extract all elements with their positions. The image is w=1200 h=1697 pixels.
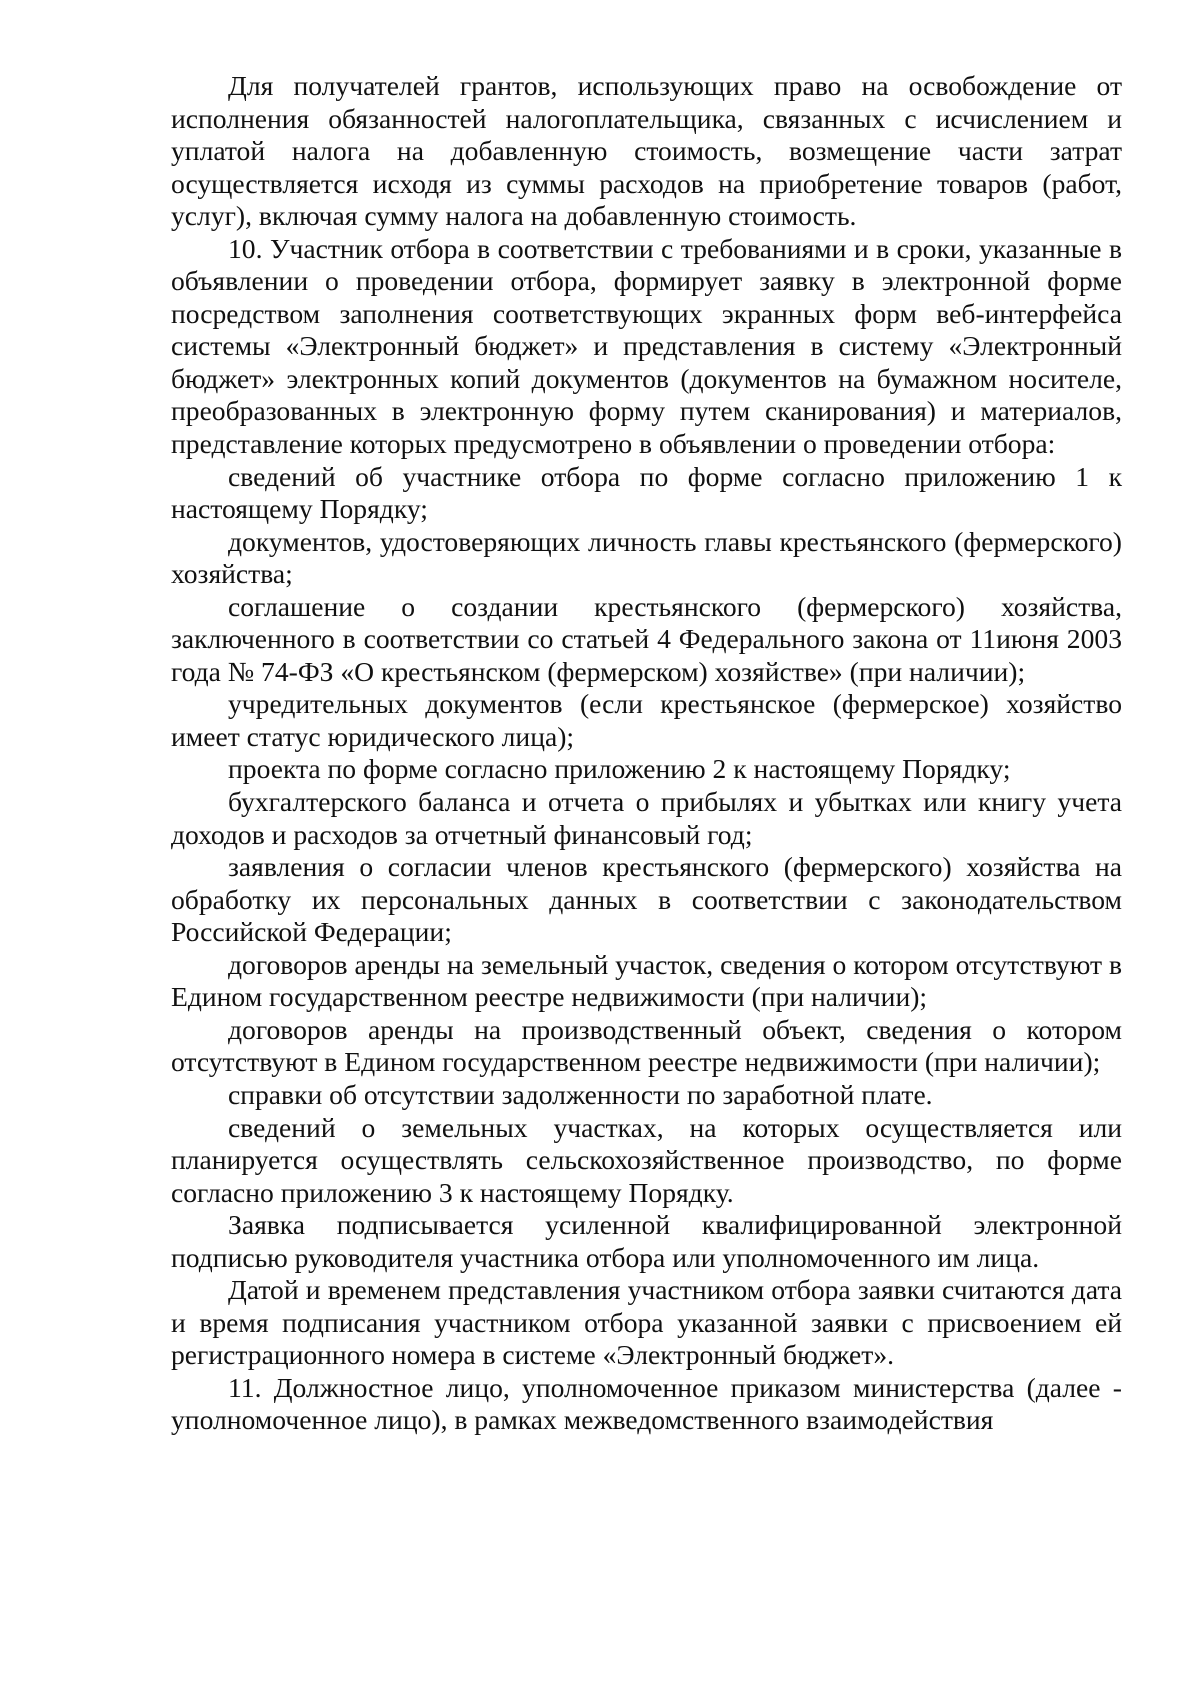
document-page	[171, 70, 1122, 1437]
list-item-wage-certificate: справки об отсутствии задолженности по заработной плате.	[228, 1078, 933, 1110]
list-item-founding-documents: учредительных документов (если крестьянское (фермерское) хозяйство имеет статус юридического лица);	[171, 688, 1122, 752]
list-item-consent-statements: заявления о согласии членов крестьянского (фермерского) хозяйства на обработку их персональных данных в соответствии с законодательством Российской Федерации;	[171, 851, 1122, 948]
paragraph-vat-exemption: Для получателей грантов, использующих право на освобождение от исполнения обязанностей налогоплательщика, связанных с исчислением и уплатой налога на добавленную стоимость, возмещение части затрат осуществляется исходя из суммы расходов на приобретение товаров (работ, услуг), включая сумму налога на добавленную стоимость.	[171, 70, 1122, 232]
list-item-project: проекта по форме согласно приложению 2 к настоящему Порядку;	[228, 753, 1011, 785]
list-item-farm-agreement: соглашение о создании крестьянского (фермерского) хозяйства, заключенного в соответствии со статьей 4 Федерального закона от 11июня 2003 года № 74-ФЗ «О крестьянском (фермерском) хозяйстве» (при наличии);	[171, 590, 1122, 687]
list-item-balance-sheet: бухгалтерского баланса и отчета о прибылях и убытках или книгу учета доходов и расходов за отчетный финансовый год;	[171, 786, 1122, 850]
list-item-land-plots: сведений о земельных участках, на которых осуществляется или планируется осуществлять сельскохозяйственное производство, по форме согласно приложению 3 к настоящему Порядку.	[171, 1111, 1122, 1208]
paragraph-signature: Заявка подписывается усиленной квалифицированной электронной подписью руководителя участника отбора или уполномоченного им лица.	[171, 1209, 1122, 1273]
list-item-land-lease: договоров аренды на земельный участок, сведения о котором отсутствуют в Едином государственном реестре недвижимости (при наличии);	[171, 948, 1122, 1013]
list-item-identity-documents: документов, удостоверяющих личность главы крестьянского (фермерского) хозяйства;	[171, 525, 1122, 590]
paragraph-item-11: 11. Должностное лицо, уполномоченное приказом министерства (далее - уполномоченное лицо), в рамках межведомственного взаимодействия	[171, 1371, 1122, 1436]
list-item-facility-lease: договоров аренды на производственный объект, сведения о котором отсутствуют в Едином государственном реестре недвижимости (при наличии);	[171, 1013, 1122, 1078]
paragraph-item-10: 10. Участник отбора в соответствии с требованиями и в сроки, указанные в объявлении о проведении отбора, формирует заявку в электронной форме посредством заполнения соответствующих экранных форм веб-интерфейса системы «Электронный бюджет» и представления в систему «Электронный бюджет» электронных копий документов (документов на бумажном носителе, преобразованных в электронную форму путем сканирования) и материалов, представление которых предусмотрено в объявлении о проведении отбора:	[171, 232, 1122, 460]
list-item-participant-info: сведений об участнике отбора по форме согласно приложению 1 к настоящему Порядку;	[171, 460, 1122, 525]
paragraph-submission-date: Датой и временем представления участником отбора заявки считаются дата и время подписания участником отбора указанной заявки с присвоением ей регистрационного номера в системе «Электронный бюджет».	[171, 1274, 1122, 1371]
